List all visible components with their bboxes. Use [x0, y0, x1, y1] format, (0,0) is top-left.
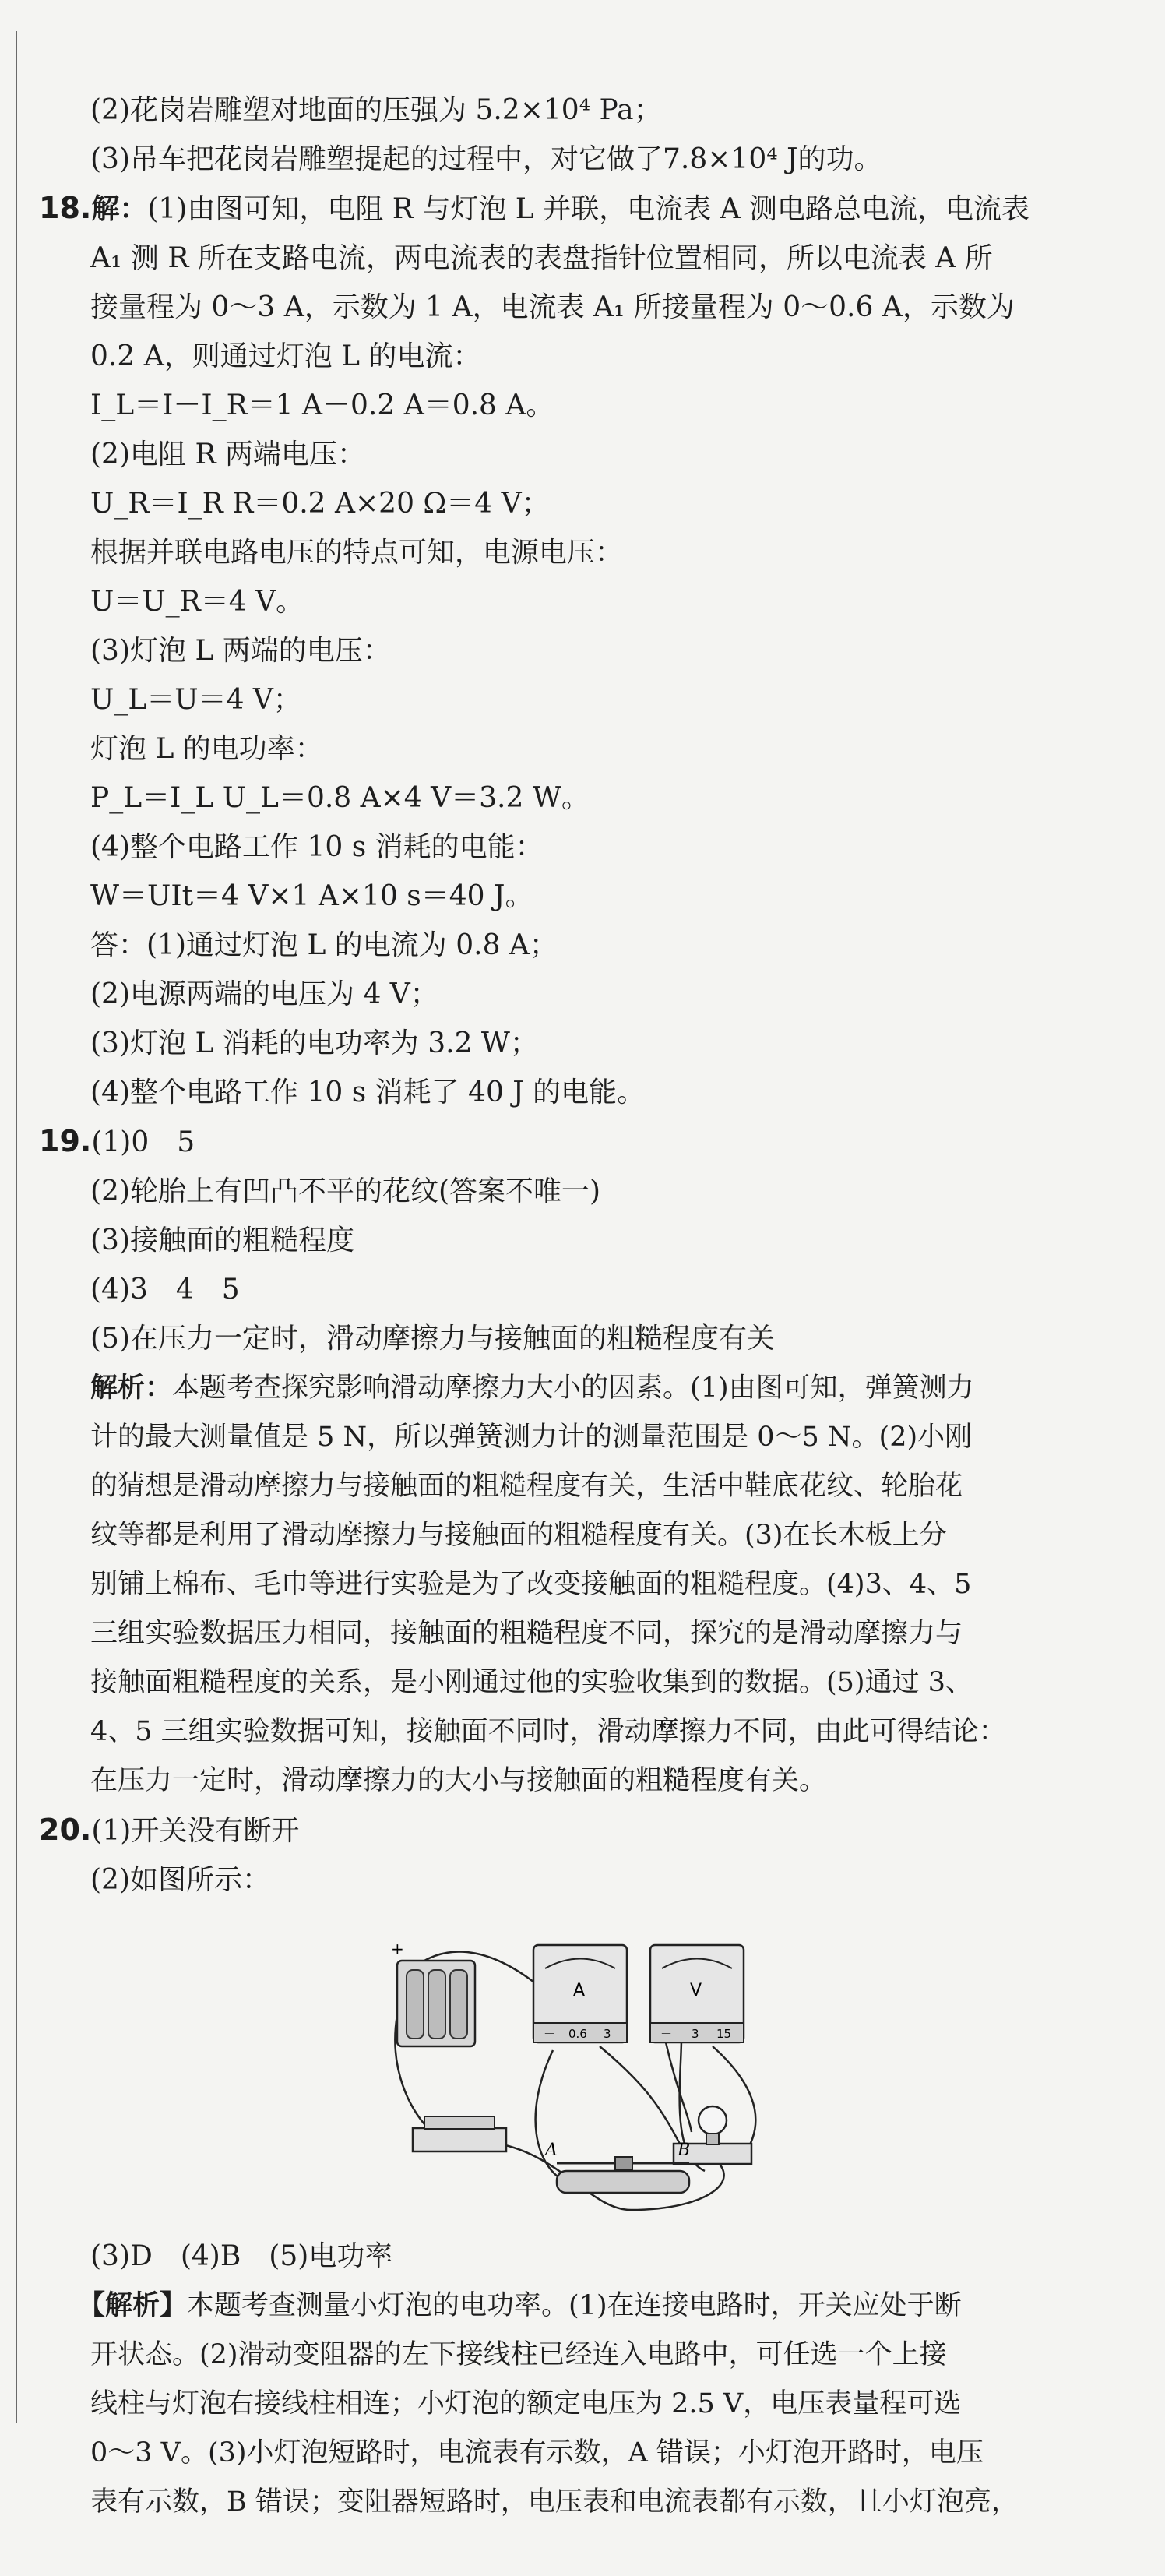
q19-line-3: (3)接触面的粗糙程度 [90, 1225, 354, 1256]
q18-line-5: I_L＝I－I_R＝1 A－0.2 A＝0.8 A。 [90, 389, 554, 421]
answer-content [39, 86, 1129, 2527]
q20-line-3: (3)D (4)B (5)电功率 [90, 2240, 393, 2272]
voltmeter-terminal-3: 3 [692, 2027, 699, 2041]
switch-lever [424, 2116, 495, 2129]
q19-line-5: (5)在压力一定时，滑动摩擦力与接触面的粗糙程度有关 [90, 1323, 775, 1355]
q20-line-2: (2)如图所示： [90, 1864, 270, 1896]
q18-line-8: 根据并联电路电压的特点可知，电源电压： [90, 537, 624, 569]
ammeter-terminal-3: 3 [604, 2027, 611, 2041]
q19-analysis-4: 纹等都是利用了滑动摩擦力与接触面的粗糙程度有关。(3)在长木板上分 [90, 1520, 947, 1551]
q20-analysis-2: 开状态。(2)滑动变阻器的左下接线柱已经连入电路中，可任选一个上接 [90, 2339, 947, 2370]
question-number-18: 18. [39, 191, 92, 225]
question-number-19: 19. [39, 1124, 92, 1158]
q20-analysis-4: 0～3 V。(3)小灯泡短路时，电流表有示数，A 错误；小灯泡开路时，电压 [90, 2437, 984, 2469]
q19-analysis-8: 4、5 三组实验数据可知，接触面不同时，滑动摩擦力不同，由此可得结论： [90, 1716, 1006, 1747]
q18-line-18: (3)灯泡 L 消耗的电功率为 3.2 W； [90, 1027, 538, 1059]
q18-line-2: A₁ 测 R 所在支路电流，两电流表的表盘指针位置相同，所以电流表 A 所 [90, 242, 993, 274]
q17-line-3: (3)吊车把花岗岩雕塑提起的过程中，对它做了7.8×10⁴ J的功。 [90, 143, 882, 175]
q18-line-19: (4)整个电路工作 10 s 消耗了 40 J 的电能。 [90, 1077, 646, 1108]
rheostat-label-b: B [678, 2141, 691, 2160]
q19-analysis-7: 接触面粗糙程度的关系，是小刚通过他的实验收集到的数据。(5)通过 3、 [90, 1667, 973, 1698]
ammeter-terminal-neg: － [544, 2027, 556, 2041]
battery-cell-2 [428, 1970, 445, 2039]
q20-line-1 [39, 1806, 1129, 1855]
q18-line-1 [39, 184, 1129, 234]
q17-line-2: (2)花岗岩雕塑对地面的压强为 5.2×10⁴ Pa； [90, 94, 662, 126]
q18-line-4: 0.2 A，则通过灯泡 L 的电流： [90, 340, 481, 372]
analysis-label: 解析： [90, 1372, 173, 1404]
q20-analysis-text-1: 本题考查测量小灯泡的电功率。(1)在连接电路时，开关应处于断 [187, 2290, 962, 2321]
q19-analysis-6: 三组实验数据压力相同，接触面的粗糙程度不同，探究的是滑动摩擦力与 [90, 1618, 963, 1649]
q19-line-2: (2)轮胎上有凹凸不平的花纹(答案不唯一) [90, 1175, 601, 1207]
circuit-figure [382, 1922, 818, 2218]
wire-voltmeter-lamp-left [666, 2042, 692, 2132]
q19-analysis-9: 在压力一定时，滑动摩擦力的大小与接触面的粗糙程度有关。 [90, 1765, 827, 1796]
q19-line-4: (4)3 4 5 [90, 1274, 240, 1306]
question-number-20: 20. [39, 1813, 92, 1847]
q19-analysis-text-1: 本题考查探究影响滑动摩擦力大小的因素。(1)由图可知，弹簧测力 [172, 1373, 974, 1404]
q18-line-3: 接量程为 0～3 A，示数为 1 A，电流表 A₁ 所接量程为 0～0.6 A，示数为 [90, 291, 1015, 323]
q18-line-13: P_L＝I_L U_L＝0.8 A×4 V＝3.2 W。 [90, 782, 590, 814]
q18-line-11: U_L＝U＝4 V； [90, 684, 301, 716]
voltmeter-terminal-neg: － [660, 2027, 673, 2041]
q18-line-15: W＝UIt＝4 V×1 A×10 s＝40 J。 [90, 880, 533, 912]
battery-plus-label: + [391, 1940, 404, 1958]
q20-analysis-5: 表有示数，B 错误；变阻器短路时，电压表和电流表都有示数，且小灯泡亮， [90, 2486, 1019, 2518]
q18-line-12: 灯泡 L 的电功率： [90, 733, 323, 765]
lamp-bulb [699, 2106, 727, 2134]
q19-analysis-1 [39, 1363, 1129, 1413]
lamp-socket [706, 2134, 719, 2144]
ammeter-symbol: A [573, 1981, 586, 2000]
ammeter-terminal-0.6: 0.6 [568, 2027, 587, 2041]
switch-base [413, 2128, 506, 2151]
circuit-diagram [382, 1922, 818, 2218]
rheostat-slider [615, 2157, 632, 2169]
q19-text-1: (1)0 5 [91, 1126, 195, 1158]
rheostat-coil [557, 2171, 689, 2193]
rheostat [544, 2141, 690, 2193]
q18-line-10: (3)灯泡 L 两端的电压： [90, 635, 391, 667]
solution-label: 解： [91, 192, 148, 225]
voltmeter-terminal-15: 15 [716, 2027, 732, 2041]
analysis-label-bracketed: 【解析】 [78, 2289, 188, 2321]
q19-analysis-5: 别铺上棉布、毛巾等进行实验是为了改变接触面的粗糙程度。(4)3、4、5 [90, 1569, 972, 1600]
q18-text-1: (1)由图可知，电阻 R 与灯泡 L 并联，电流表 A 测电路总电流，电流表 [147, 193, 1030, 225]
q20-text-1: (1)开关没有断开 [91, 1815, 300, 1847]
q18-line-7: U_R＝I_R R＝0.2 A×20 Ω＝4 V； [90, 488, 550, 520]
q18-line-14: (4)整个电路工作 10 s 消耗的电能： [90, 831, 544, 863]
battery-cell-1 [407, 1970, 424, 2039]
q20-analysis-3: 线柱与灯泡右接线柱相连；小灯泡的额定电压为 2.5 V，电压表量程可选 [90, 2388, 962, 2419]
q18-line-9: U＝U_R＝4 V。 [90, 586, 304, 618]
q20-analysis-1 [39, 2281, 1129, 2331]
rheostat-label-a: A [545, 2141, 558, 2160]
q19-analysis-3: 的猜想是滑动摩擦力与接触面的粗糙程度有关，生活中鞋底花纹、轮胎花 [90, 1471, 963, 1502]
q19-line-1 [39, 1117, 1129, 1167]
q18-line-6: (2)电阻 R 两端电压： [90, 439, 365, 470]
q18-line-17: (2)电源两端的电压为 4 V； [90, 978, 438, 1010]
switch [413, 2116, 506, 2151]
battery-cell-3 [450, 1970, 467, 2039]
ammeter [533, 1945, 627, 2042]
voltmeter-symbol: V [690, 1981, 702, 2000]
voltmeter [650, 1945, 744, 2042]
q18-line-16: 答：(1)通过灯泡 L 的电流为 0.8 A； [90, 929, 558, 961]
margin-line [16, 31, 17, 2423]
q19-analysis-2: 计的最大测量值是 5 N，所以弹簧测力计的测量范围是 0～5 N。(2)小刚 [90, 1422, 973, 1453]
